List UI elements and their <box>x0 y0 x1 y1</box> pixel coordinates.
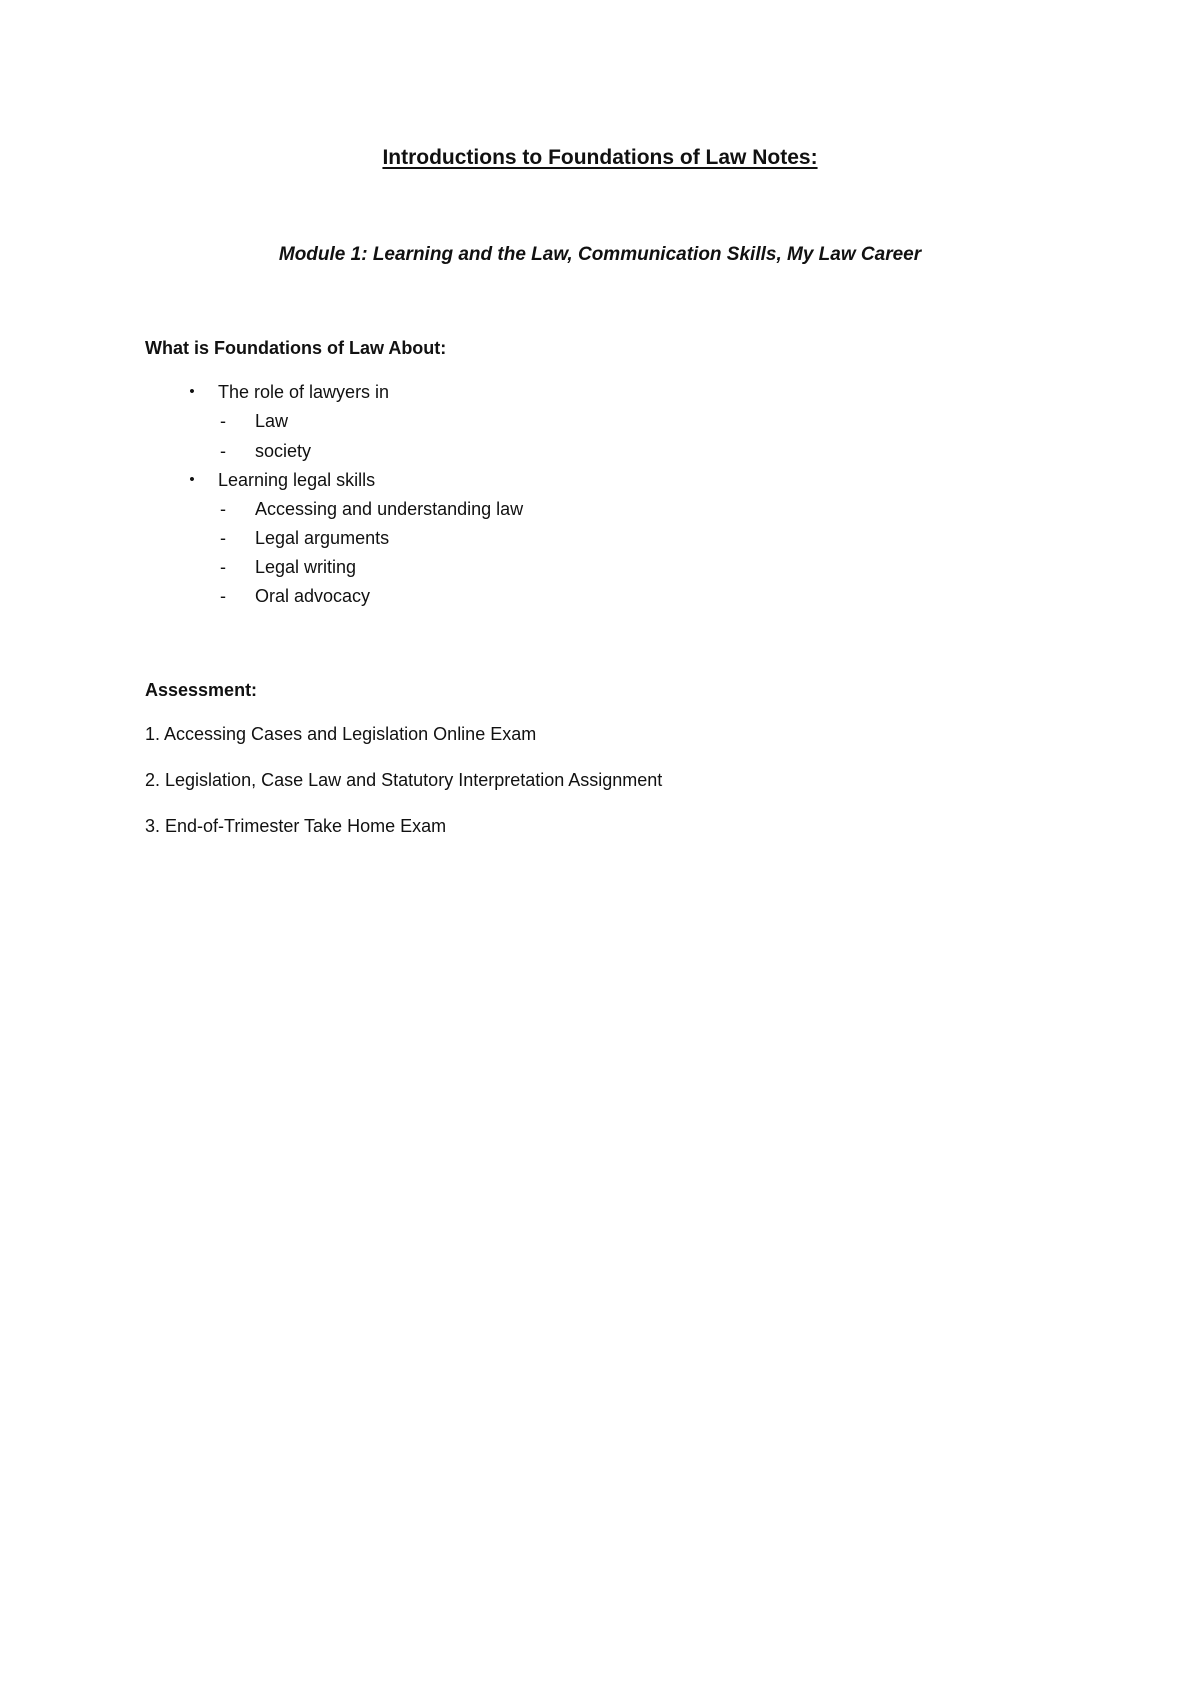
dash-icon: - <box>220 557 226 577</box>
sub-item-label: Oral advocacy <box>255 586 371 606</box>
assessment-item: 1. Accessing Cases and Legislation Online Exam <box>145 724 537 744</box>
dash-icon: - <box>220 586 226 606</box>
bullet-label: The role of lawyers in <box>218 382 390 402</box>
bullet-icon: • <box>189 471 195 488</box>
bullet-icon: • <box>189 383 195 400</box>
dash-icon: - <box>220 528 226 548</box>
assessment-item: 3. End-of-Trimester Take Home Exam <box>145 816 447 836</box>
dash-icon: - <box>220 499 226 519</box>
sub-item-label: Law <box>255 411 289 431</box>
assessment-item: 2. Legislation, Case Law and Statutory Interpretation Assignment <box>145 770 663 790</box>
sub-item-label: Legal arguments <box>255 528 390 548</box>
sub-item-label: society <box>255 441 312 461</box>
sub-item-label: Legal writing <box>255 557 357 577</box>
module-subtitle: Module 1: Learning and the Law, Communication Skills, My Law Career <box>278 244 922 265</box>
bullet-label: Learning legal skills <box>218 470 376 490</box>
page-title: Introductions to Foundations of Law Notes: <box>382 146 818 169</box>
sub-item-label: Accessing and understanding law <box>255 499 524 519</box>
dash-icon: - <box>220 441 226 461</box>
about-heading: What is Foundations of Law About: <box>145 338 447 358</box>
assessment-heading: Assessment: <box>145 680 258 700</box>
dash-icon: - <box>220 411 226 431</box>
